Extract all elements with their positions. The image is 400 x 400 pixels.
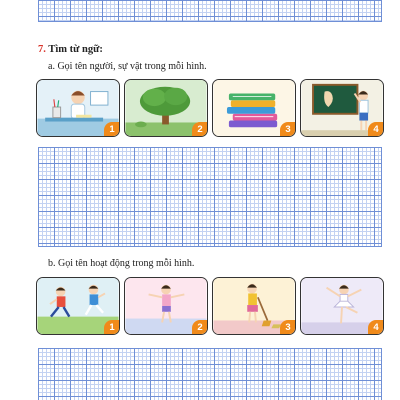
- picture-number-badge: 3: [280, 122, 296, 137]
- picture-number-badge: 2: [192, 122, 208, 137]
- picture-number-badge: 2: [192, 320, 208, 335]
- picture-number-badge: 1: [104, 122, 120, 137]
- picture-stack-of-books: [212, 79, 296, 137]
- writing-grid-top[interactable]: [38, 0, 382, 22]
- writing-grid-part-b[interactable]: [38, 348, 382, 400]
- picture-girl-sweeping: [212, 277, 296, 335]
- picture-girl-dancing: [300, 277, 384, 335]
- part-a-prompt: a. Gọi tên người, sự vật trong mỗi hình.: [48, 61, 207, 72]
- picture-girl-at-blackboard: [300, 79, 384, 137]
- picture-boy-at-desk: [36, 79, 120, 137]
- exercise-number: 7.: [38, 44, 46, 55]
- writing-grid-part-a[interactable]: [38, 147, 382, 247]
- picture-number-badge: 3: [280, 320, 296, 335]
- exercise-title: Tìm từ ngữ:: [48, 44, 103, 55]
- picture-number-badge: 4: [368, 320, 384, 335]
- picture-children-running: [36, 277, 120, 335]
- picture-girl-exercising: [124, 277, 208, 335]
- picture-number-badge: 4: [368, 122, 384, 137]
- part-b-prompt: b. Gọi tên hoạt động trong mỗi hình.: [48, 258, 195, 269]
- picture-number-badge: 1: [104, 320, 120, 335]
- exercise-heading: [38, 44, 103, 55]
- picture-tree: [124, 79, 208, 137]
